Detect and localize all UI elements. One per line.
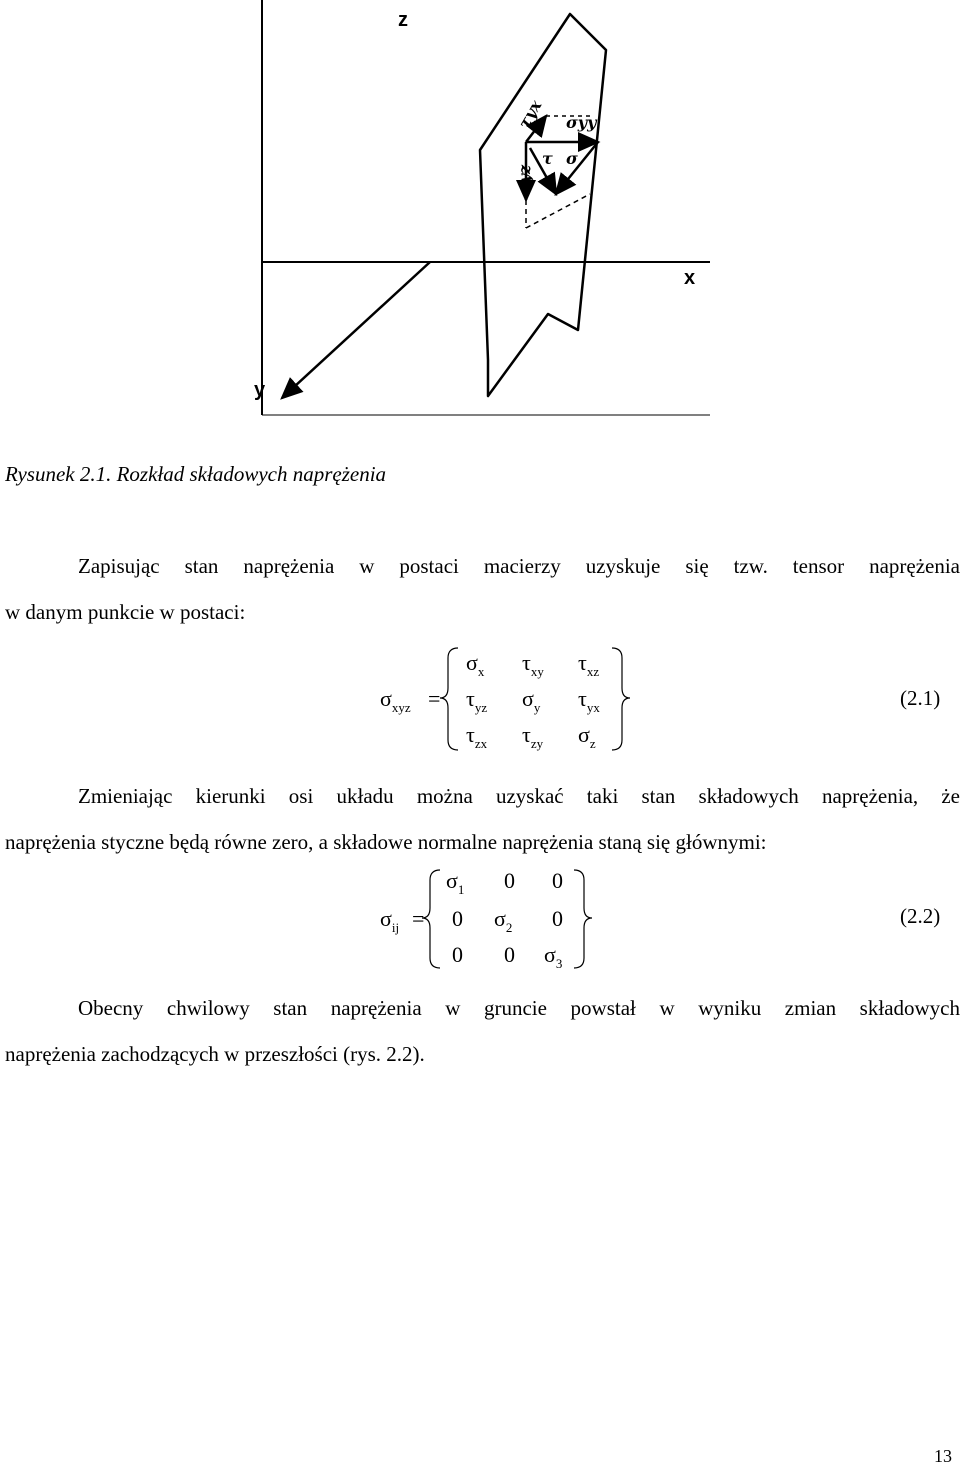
- axis-x-label: x: [684, 267, 696, 289]
- equation-2-1: [0, 636, 960, 786]
- paragraph-3-line-2: naprężenia zachodzących w przeszłości (rys. 2.2).: [5, 1042, 425, 1066]
- label-sigma: σ: [566, 149, 578, 168]
- eq2-cell: $\sigma_1$: [446, 868, 465, 897]
- label-tau: τ: [542, 149, 553, 168]
- eq1-cell: $\tau_{xy}$: [522, 650, 544, 679]
- label-sigma-yy: σyy: [566, 113, 597, 132]
- eq2-cell: 0: [552, 868, 563, 893]
- eq2-cell: 0: [452, 942, 463, 967]
- eq1-cell: $\tau_{zy}$: [522, 722, 544, 751]
- eq1-lhs: [380, 686, 411, 715]
- eq2-cell: 0: [504, 942, 515, 967]
- eq2-lhs-symbol: σ: [380, 906, 392, 931]
- eq2-number: (2.2): [900, 904, 941, 928]
- paragraph-1-line-2: w danym punkcie w postaci:: [5, 600, 246, 624]
- eq1-cell: $\tau_{zx}$: [466, 722, 488, 751]
- eq1-number: (2.1): [900, 686, 941, 710]
- stress-plane: [480, 14, 606, 396]
- eq1-equals: =: [428, 686, 441, 711]
- eq1-cell: $\sigma_x$: [466, 650, 485, 679]
- y-axis: [282, 262, 430, 398]
- eq2-cell: 0: [552, 906, 563, 931]
- page-number: 13: [934, 1446, 952, 1466]
- label-tau-yz: τyz: [515, 164, 534, 194]
- paragraph-2-line-1: Zmieniając kierunki osi układu można uzyskać taki stan składowych naprężenia, że: [78, 784, 960, 808]
- eq2-cell: $\sigma_3$: [544, 942, 563, 971]
- eq2-cell: $\sigma_2$: [494, 906, 513, 935]
- eq1-lhs-sub: xyz: [391, 700, 411, 715]
- eq1-cell: $\sigma_z$: [578, 722, 596, 751]
- eq1-cell: $\tau_{yz}$: [466, 686, 488, 715]
- eq1-cell: $\sigma_y$: [522, 686, 541, 715]
- eq2-equals: =: [412, 906, 425, 931]
- eq2-cell: 0: [504, 868, 515, 893]
- eq1-cell: $\tau_{yx}$: [578, 686, 600, 715]
- stress-components-figure: [240, 0, 720, 420]
- paragraph-3-line-1: Obecny chwilowy stan naprężenia w gruncie powstał w wyniku zmian składowych: [78, 996, 960, 1020]
- eq1-cell: $\tau_{xz}$: [578, 650, 600, 679]
- figure-caption: Rysunek 2.1. Rozkład składowych naprężenia: [5, 462, 387, 486]
- equation-2-2: [0, 862, 960, 982]
- eq2-lhs: [380, 906, 400, 935]
- eq2-lhs-sub: ij: [391, 920, 400, 935]
- axis-z-label: z: [398, 9, 408, 31]
- eq2-cell: 0: [452, 906, 463, 931]
- label-tau-yx: τyx: [514, 96, 546, 132]
- paragraph-1-line-1: Zapisując stan naprężenia w postaci macierzy uzyskuje się tzw. tensor naprężenia: [78, 554, 960, 578]
- eq1-lhs-symbol: σ: [380, 686, 392, 711]
- paragraph-2-line-2: naprężenia styczne będą równe zero, a składowe normalne naprężenia staną się głównymi:: [5, 830, 767, 854]
- axis-y-label: y: [254, 379, 266, 401]
- dashed-guide-2: [526, 194, 590, 228]
